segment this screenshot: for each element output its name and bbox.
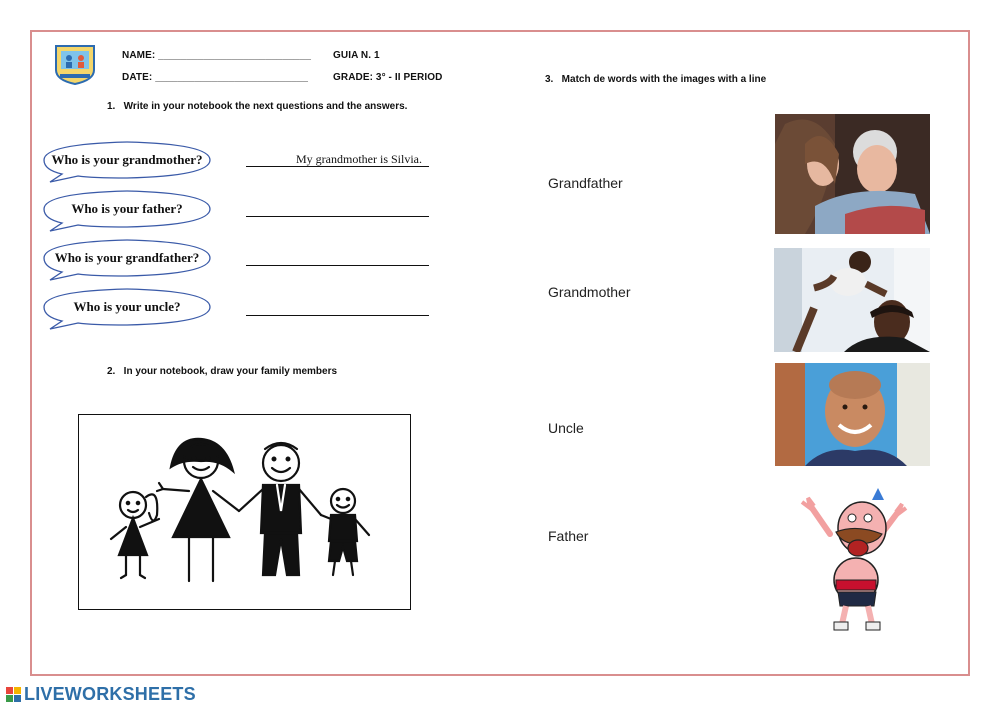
answer-text[interactable]: My grandmother is Silvia.: [296, 152, 422, 166]
question-bubble: [42, 189, 212, 233]
match-word[interactable]: Grandmother: [548, 284, 631, 300]
liveworksheets-logo-icon: [6, 687, 21, 702]
match-word[interactable]: Grandfather: [548, 175, 623, 191]
grandmother-photo[interactable]: [775, 114, 930, 234]
guide-number-label: GUIA N. 1: [333, 50, 380, 61]
school-crest-icon: [52, 42, 98, 86]
answer-line[interactable]: [246, 299, 429, 316]
answer-line[interactable]: [246, 249, 429, 266]
father-photo[interactable]: [774, 248, 930, 352]
match-word[interactable]: Uncle: [548, 420, 584, 436]
answer-line[interactable]: [246, 200, 429, 217]
match-word[interactable]: Father: [548, 528, 589, 544]
question-text: Who is your father?: [71, 201, 183, 216]
liveworksheets-logo[interactable]: [6, 684, 196, 705]
question-text: Who is your uncle?: [73, 299, 181, 314]
section3-instruction: 3. Match de words with the images with a line: [545, 74, 767, 85]
question-text: Who is your grandmother?: [51, 152, 203, 167]
question-bubble: [42, 238, 212, 282]
name-field-label: NAME: ___________________________: [122, 50, 312, 61]
uncle-cartoon[interactable]: [796, 488, 914, 634]
question-bubble: [42, 287, 212, 331]
grade-label: GRADE: 3° - II PERIOD: [333, 72, 443, 83]
question-bubble: [42, 140, 212, 184]
answer-line[interactable]: [246, 150, 429, 167]
family-drawing: [78, 414, 411, 610]
brand-name: LIVEWORKSHEETS: [24, 684, 196, 704]
section2-instruction: 2. In your notebook, draw your family members: [107, 366, 338, 377]
section1-instruction: 1. Write in your notebook the next questions and the answers.: [107, 101, 408, 112]
date-field-label: DATE: ___________________________: [122, 72, 309, 83]
grandfather-photo[interactable]: [775, 363, 930, 466]
question-text: Who is your grandfather?: [54, 250, 200, 265]
